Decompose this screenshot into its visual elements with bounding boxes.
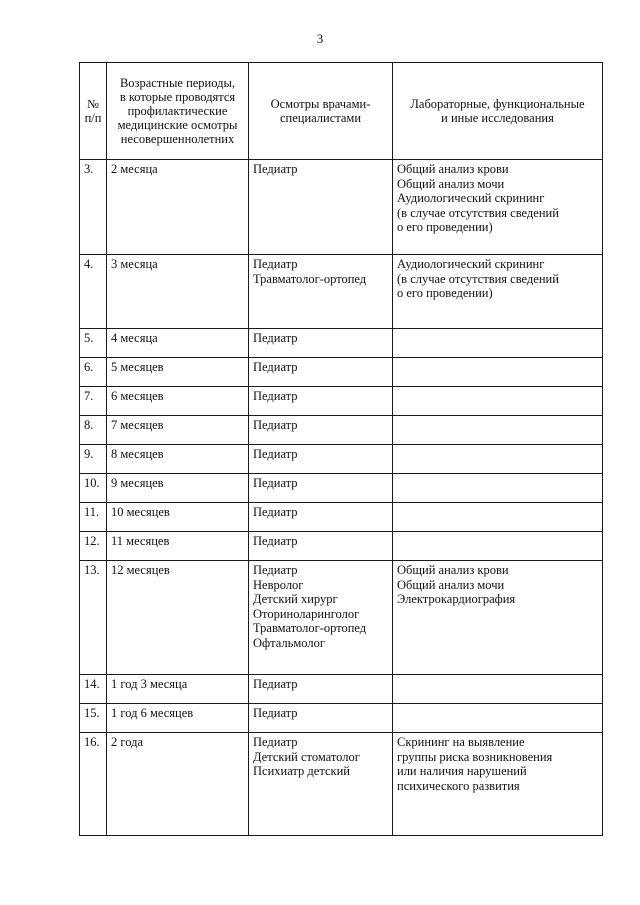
row-number: 6. (80, 358, 107, 387)
row-number: 9. (80, 445, 107, 474)
lab-study: группы риска возникновения (397, 749, 553, 764)
table-row (80, 503, 603, 532)
specialist-list (249, 387, 393, 416)
specialist: Педиатр (253, 476, 298, 490)
specialist-list (249, 474, 393, 503)
specialist: Педиатр (253, 389, 298, 403)
table-row (80, 387, 603, 416)
row-number: 5. (80, 329, 107, 358)
specialist: Невролог (253, 577, 304, 592)
examination-schedule-table (79, 62, 603, 836)
specialist: Педиатр (253, 534, 298, 548)
age-period: 11 месяцев (107, 532, 249, 561)
lab-study: Общий анализ крови (397, 563, 509, 577)
row-number: 7. (80, 387, 107, 416)
specialist-list (249, 561, 393, 675)
specialist-list (249, 704, 393, 733)
lab-study: Общий анализ мочи (397, 176, 505, 191)
row-number: 12. (80, 532, 107, 561)
lab-study-list (393, 416, 603, 445)
age-period: 9 месяцев (107, 474, 249, 503)
specialist: Офтальмолог (253, 635, 325, 650)
lab-study-list (393, 474, 603, 503)
age-period: 12 месяцев (107, 561, 249, 675)
lab-study: Аудиологический скрининг (397, 257, 545, 271)
age-period: 6 месяцев (107, 387, 249, 416)
age-period: 5 месяцев (107, 358, 249, 387)
age-period: 10 месяцев (107, 503, 249, 532)
lab-study-list (393, 733, 603, 836)
lab-study: или наличия нарушений (397, 764, 527, 778)
specialist: Детский хирург (253, 592, 338, 606)
age-period: 2 месяца (107, 160, 249, 255)
age-period: 1 год 3 месяца (107, 675, 249, 704)
age-period: 1 год 6 месяцев (107, 704, 249, 733)
table-row (80, 733, 603, 836)
specialist: Педиатр (253, 563, 298, 577)
specialist-list (249, 733, 393, 836)
row-number: 10. (80, 474, 107, 503)
specialist: Педиатр (253, 677, 298, 691)
page-number: 3 (316, 31, 324, 46)
table-row (80, 160, 603, 255)
table-row (80, 329, 603, 358)
age-period: 7 месяцев (107, 416, 249, 445)
table-row (80, 255, 603, 329)
table-row (80, 416, 603, 445)
table-row (80, 704, 603, 733)
header-number: № п/п (80, 63, 107, 160)
row-number: 16. (80, 733, 107, 836)
lab-study: о его проведении) (397, 220, 493, 234)
header-lab-studies: Лабораторные, функциональные и иные исследования (393, 63, 603, 160)
specialist-list (249, 445, 393, 474)
lab-study: Скрининг на выявление (397, 735, 525, 749)
specialist: Травматолог-ортопед (253, 271, 367, 286)
table-row (80, 561, 603, 675)
table-row (80, 532, 603, 561)
lab-study: о его проведении) (397, 286, 493, 300)
specialist: Оториноларинголог (253, 606, 360, 621)
lab-study-list (393, 503, 603, 532)
row-number: 8. (80, 416, 107, 445)
specialist: Психиатр детский (253, 764, 350, 778)
specialist-list (249, 358, 393, 387)
specialist: Педиатр (253, 162, 298, 176)
row-number: 11. (80, 503, 107, 532)
specialist-list (249, 532, 393, 561)
age-period: 4 месяца (107, 329, 249, 358)
lab-study: Электрокардиография (397, 592, 516, 606)
table-row (80, 675, 603, 704)
lab-study-list (393, 255, 603, 329)
specialist-list (249, 503, 393, 532)
specialist: Педиатр (253, 447, 298, 461)
specialist: Педиатр (253, 505, 298, 519)
lab-study-list (393, 675, 603, 704)
lab-study-list (393, 445, 603, 474)
row-number: 15. (80, 704, 107, 733)
lab-study-list (393, 160, 603, 255)
table-row (80, 445, 603, 474)
header-age-periods: Возрастные периоды, в которые проводятся профилактические медицинские осмотры несовершеннолетних (107, 63, 249, 160)
lab-study-list (393, 532, 603, 561)
lab-study-list (393, 704, 603, 733)
specialist: Детский стоматолог (253, 749, 360, 764)
lab-study: психического развития (397, 778, 520, 793)
row-number: 4. (80, 255, 107, 329)
lab-study-list (393, 329, 603, 358)
lab-study-list (393, 358, 603, 387)
lab-study: (в случае отсутствия сведений (397, 205, 559, 220)
age-period: 2 года (107, 733, 249, 836)
table-row (80, 474, 603, 503)
row-number: 13. (80, 561, 107, 675)
specialist-list (249, 160, 393, 255)
row-number: 3. (80, 160, 107, 255)
specialist: Педиатр (253, 257, 298, 271)
specialist: Педиатр (253, 706, 298, 720)
specialist: Педиатр (253, 735, 298, 749)
lab-study: Общий анализ мочи (397, 577, 505, 592)
specialist-list (249, 255, 393, 329)
specialist-list (249, 675, 393, 704)
specialist-list (249, 416, 393, 445)
lab-study: (в случае отсутствия сведений (397, 271, 559, 286)
lab-study: Аудиологический скрининг (397, 191, 545, 205)
row-number: 14. (80, 675, 107, 704)
specialist: Педиатр (253, 360, 298, 374)
specialist: Травматолог-ортопед (253, 621, 367, 635)
age-period: 3 месяца (107, 255, 249, 329)
lab-study-list (393, 561, 603, 675)
lab-study: Общий анализ крови (397, 162, 509, 176)
table-header-row (80, 63, 603, 160)
specialist: Педиатр (253, 331, 298, 345)
age-period: 8 месяцев (107, 445, 249, 474)
specialist-list (249, 329, 393, 358)
specialist: Педиатр (253, 418, 298, 432)
table-row (80, 358, 603, 387)
lab-study-list (393, 387, 603, 416)
header-specialist-exams: Осмотры врачами- специалистами (249, 63, 393, 160)
